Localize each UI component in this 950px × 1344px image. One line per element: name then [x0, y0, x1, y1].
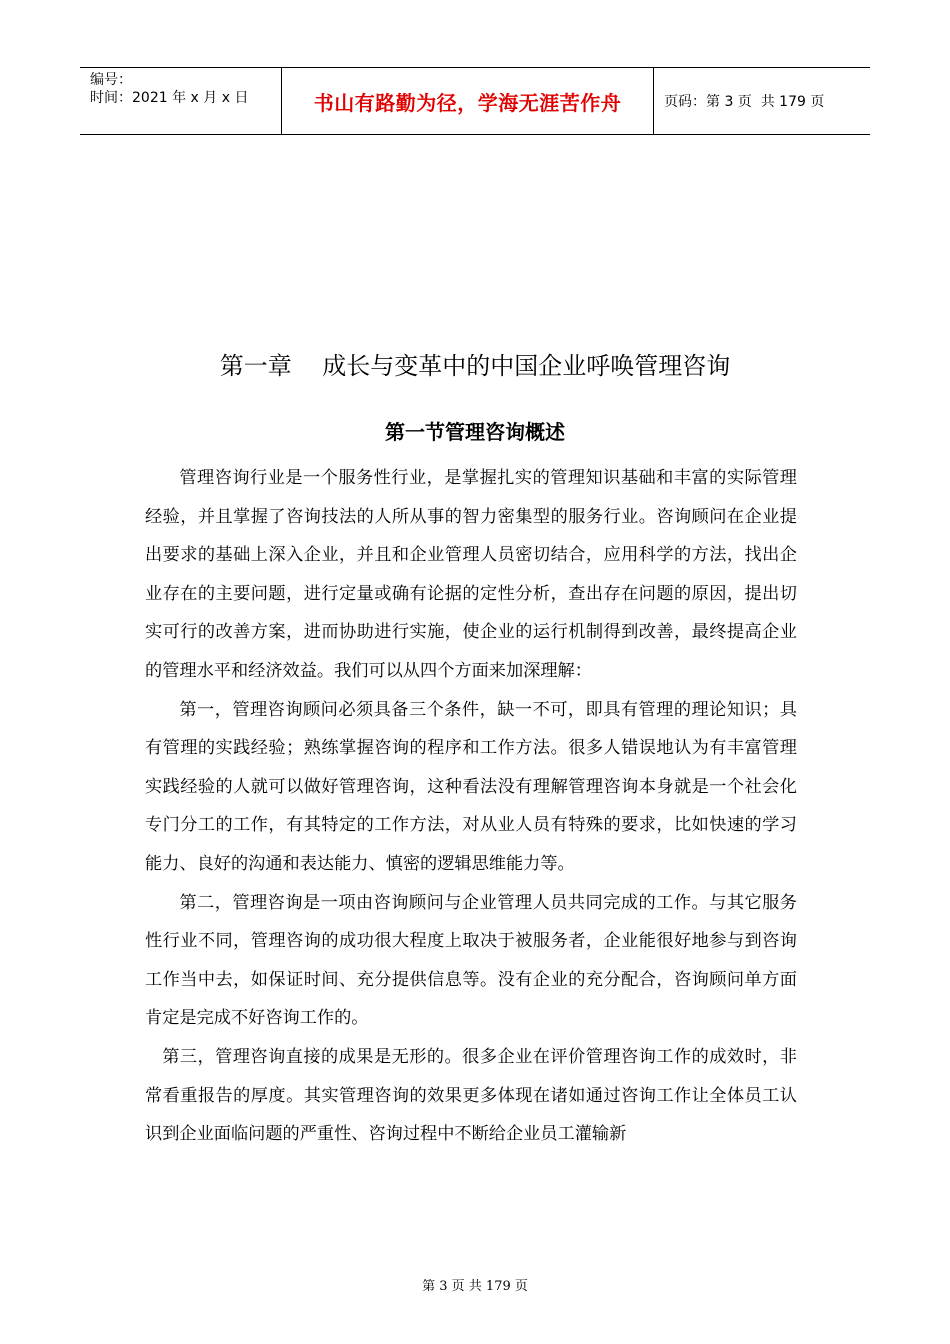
paragraph: 第一，管理咨询顾问必须具备三个条件，缺一不可，即具有管理的理论知识；具有管理的实践经验；熟练掌握咨询的程序和工作方法。很多人错误地认为有丰富管理实践经验的人就可以做好管理咨询，这种看法没有理解管理咨询本身就是一个社会化专门分工的工作，有其特定的工作方法，对从业人员有特殊的要求，比如快速的学习能力、良好的沟通和表达能力、慎密的逻辑思维能力等。	[145, 699, 797, 874]
document-time-label: 时间：2021 年 x 月 x 日	[90, 90, 249, 106]
page-footer: 第 3 页 共 179 页	[422, 1279, 528, 1294]
motto-text: 书山有路勤为径，学海无涯苦作舟	[313, 90, 622, 115]
header-motto-cell	[282, 68, 654, 134]
section-title: 第一节管理咨询概述	[385, 420, 565, 444]
header-meta-cell	[80, 68, 282, 134]
header-page-cell	[654, 68, 870, 134]
body-text	[145, 459, 797, 1154]
chapter-title: 第一章 成长与变革中的中国企业呼唤管理咨询	[219, 352, 731, 380]
document-number-label: 编号：	[90, 72, 132, 88]
paragraph: 第二，管理咨询是一项由咨询顾问与企业管理人员共同完成的工作。与其它服务性行业不同，管理咨询的成功很大程度上取决于被服务者，企业能很好地参与到咨询工作当中去，如保证时间、充分提供信息等。没有企业的充分配合，咨询顾问单方面肯定是完成不好咨询工作的。	[145, 892, 797, 1029]
paragraph: 管理咨询行业是一个服务性行业，是掌握扎实的管理知识基础和丰富的实际管理经验，并且掌握了咨询技法的人所从事的智力密集型的服务行业。咨询顾问在企业提出要求的基础上深入企业，并且和企业管理人员密切结合，应用科学的方法，找出企业存在的主要问题，进行定量或确有论据的定性分析，查出存在问题的原因，提出切实可行的改善方案，进而协助进行实施，使企业的运行机制得到改善，最终提高企业的管理水平和经济效益。我们可以从四个方面来加深理解：	[145, 468, 797, 681]
paragraph: 第三，管理咨询直接的成果是无形的。很多企业在评价管理咨询工作的成效时，非常看重报告的厚度。其实管理咨询的效果更多体现在诸如通过咨询工作让全体员工认识到企业面临问题的严重性、咨询过程中不断给企业员工灌输新	[145, 1046, 797, 1145]
header-page-info: 页码：第 3 页 共 179 页	[664, 94, 825, 110]
header-table	[80, 67, 870, 135]
